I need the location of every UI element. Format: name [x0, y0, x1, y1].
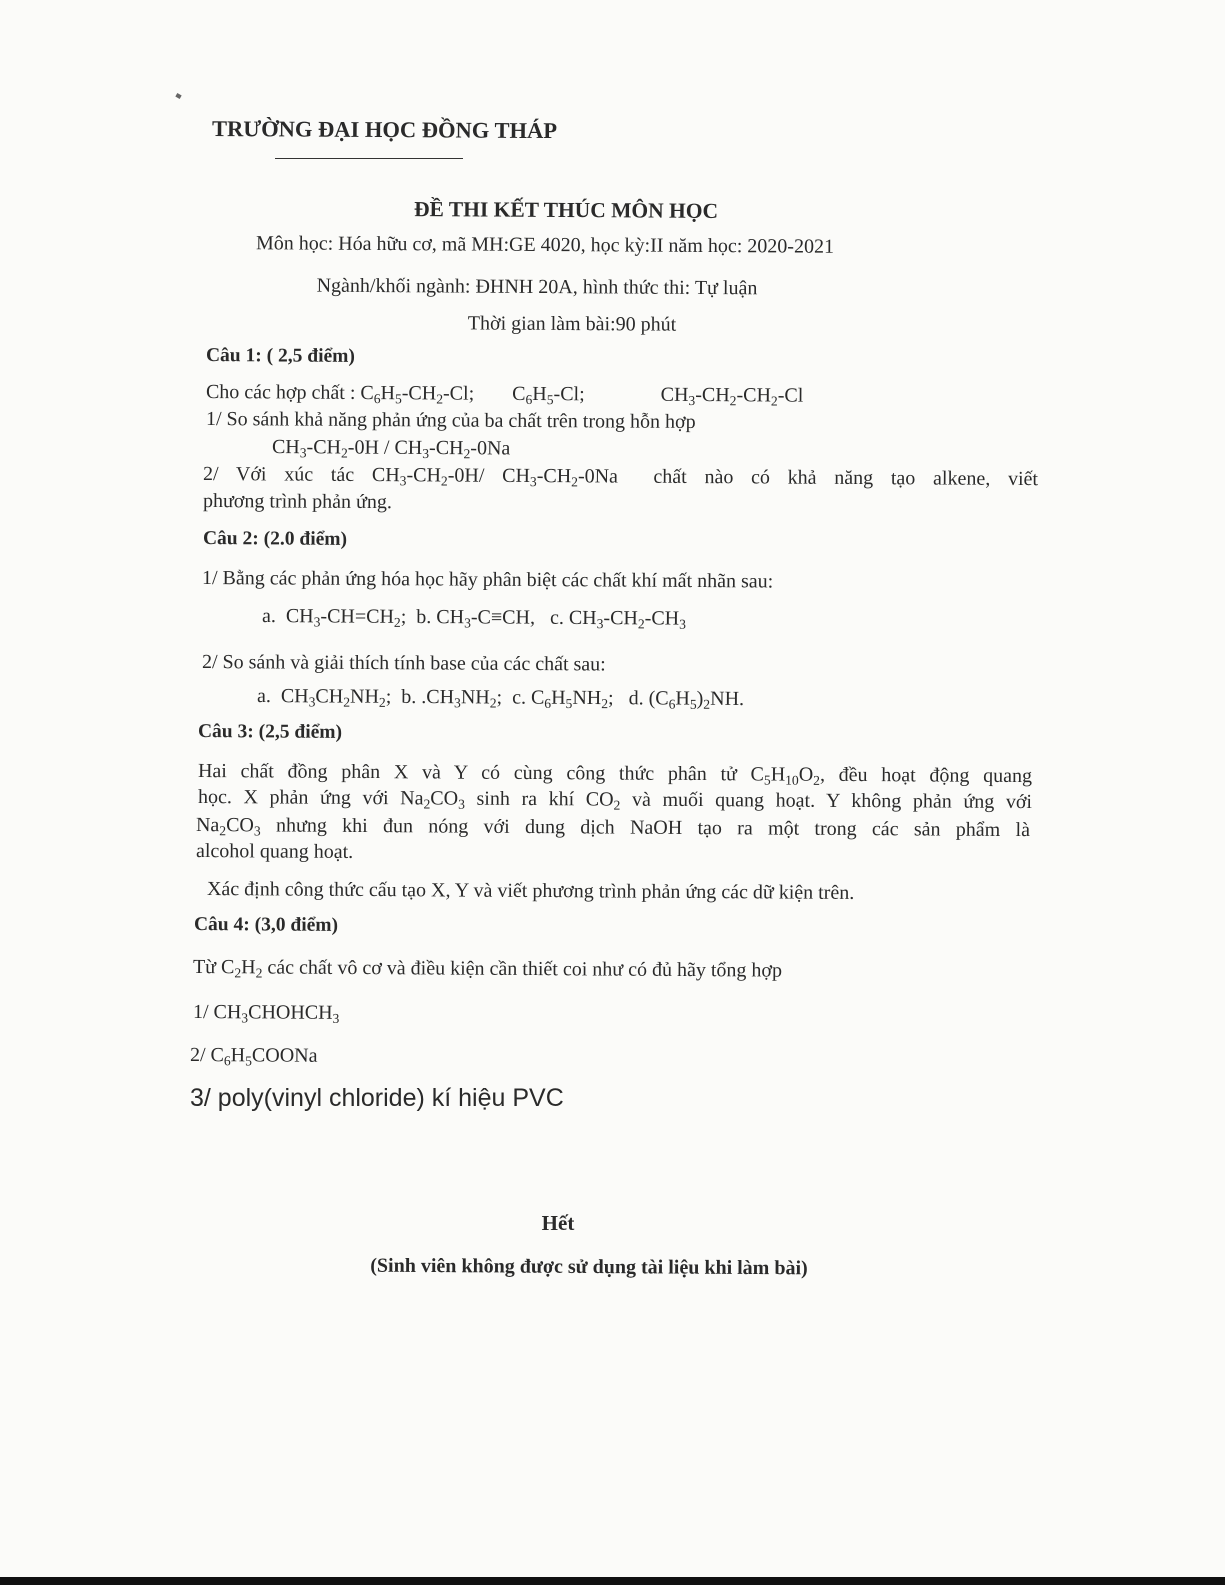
q4-item2: 2/ $C_6H_5COONa$	[189, 1044, 318, 1069]
subject-line: Môn học: Hóa hữu cơ, mã MH:GE 4020, học kỳ:II năm học: 2020-2021	[255, 232, 835, 258]
q1-sub2-cont: phương trình phản ứng.	[202, 490, 392, 514]
q3-line4: alcohol quang hoạt.	[195, 840, 354, 863]
time-line: Thời gian làm bài:90 phút	[467, 312, 677, 336]
q2-amines: a. $CH_3CH_2NH_2$; b. $.CH_3NH_2$; c. $C_6H_5NH_2$; d. $(C_6H_5)_2NH$.	[256, 685, 745, 712]
exam-title: ĐỀ THI KẾT THÚC MÔN HỌC	[413, 197, 719, 223]
q1-sub1: 1/ So sánh khả năng phản ứng của ba chất trên trong hỗn hợp	[205, 408, 696, 433]
q1-compounds: Cho các hợp chất : $C_6H_5-CH_2-Cl$; $C_6H_5-Cl$; $CH_3-CH_2-CH_2-Cl$	[205, 381, 804, 409]
scan-speck	[175, 93, 181, 99]
major-line: Ngành/khối ngành: ĐHNH 20A, hình thức thi: Tự luận	[316, 274, 758, 300]
q1-mixture: $CH_3-CH_2-0H / CH_3-CH_2-0Na$	[271, 436, 511, 462]
q2-sub1: 1/ Bằng các phản ứng hóa học hãy phân biệt các chất khí mất nhãn sau:	[201, 567, 774, 593]
q3-line1: Hai chất đồng phân X và Y có cùng công thức phân tử $C_5H_{10}O_2$, đều hoạt động quang	[197, 760, 1033, 788]
q1-sub2: 2/ Với xúc tác $CH_3-CH_2-0H/$ $CH_3-CH_2-0Na$ chất nào có khả năng tạo alkene, viết	[202, 463, 1039, 491]
q2-gases: a. $CH_3-CH=CH_2$; b. $CH_3-C\equiv CH$, c. $CH_3-CH_2-CH_3$	[261, 605, 686, 632]
q3-heading: Câu 3: (2,5 điểm)	[197, 721, 343, 743]
q2-heading: Câu 2: (2.0 điểm)	[202, 528, 348, 550]
q3-task: Xác định công thức cấu tạo X, Y và viết phương trình phản ứng các dữ kiện trên.	[206, 878, 855, 904]
school-name: TRƯỜNG ĐẠI HỌC ĐỒNG THÁP	[211, 116, 558, 144]
q1-intro: Cho các hợp chất :	[205, 381, 356, 404]
scan-edge	[0, 1577, 1225, 1585]
q4-heading: Câu 4: (3,0 điểm)	[193, 914, 339, 936]
school-underline	[275, 158, 463, 159]
q4-item3: 3/ poly(vinyl chloride) kí hiệu PVC	[190, 1084, 564, 1112]
q4-intro: Từ $C_2H_2$ các chất vô cơ và điều kiện cần thiết coi như có đủ hãy tổng hợp	[192, 956, 783, 982]
footer-note: (Sinh viên không được sử dụng tài liệu khi làm bài)	[370, 1254, 808, 1280]
q1-heading: Câu 1: ( 2,5 điểm)	[205, 345, 356, 367]
q3-line3: $Na_2CO_3$ nhưng khi đun nóng với dung dịch NaOH tạo ra một trong các sản phẩm là	[195, 814, 1031, 842]
q4-item1: 1/ $CH_3CHOHCH_3$	[192, 1001, 340, 1026]
q3-line2: học. X phản ứng với $Na_2CO_3$ sinh ra khí $CO_2$ và muối quang hoạt. Y không phản ứng với	[197, 786, 1033, 814]
q2-sub2: 2/ So sánh và giải thích tính base của các chất sau:	[201, 651, 606, 676]
end-mark: Hết	[541, 1211, 575, 1235]
